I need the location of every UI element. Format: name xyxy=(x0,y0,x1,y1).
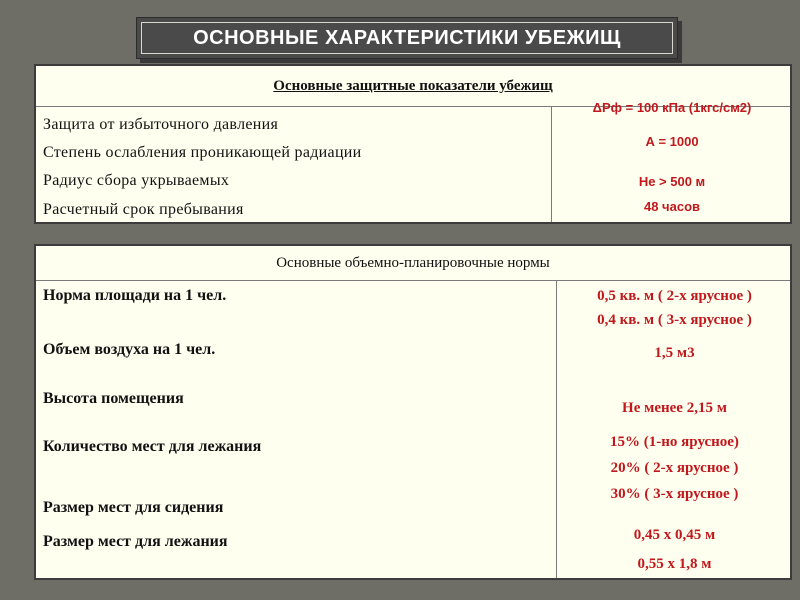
label-air: Объем воздуха на 1 чел. xyxy=(43,341,216,358)
value-beds-1tier: 15% (1-но ярусное) xyxy=(610,434,739,450)
value-beds-3tier: 30% ( 3-х ярусное ) xyxy=(610,486,739,502)
planning-panel xyxy=(34,244,792,580)
value-area-2tier: 0,5 кв. м ( 2-х ярусное ) xyxy=(597,288,752,304)
page-title: ОСНОВНЫЕ ХАРАКТЕРИСТИКИ УБЕЖИЩ xyxy=(141,22,673,54)
protection-panel xyxy=(34,64,792,224)
value-radiation: А = 1000 xyxy=(645,134,699,149)
label-seat-size: Размер мест для сидения xyxy=(43,499,224,516)
planning-header: Основные объемно-планировочные нормы xyxy=(36,246,790,281)
label-stay-time: Расчетный срок пребывания xyxy=(43,201,244,218)
value-beds-2tier: 20% ( 2-х ярусное ) xyxy=(610,460,739,476)
label-height: Высота помещения xyxy=(43,390,184,407)
label-area: Норма площади на 1 чел. xyxy=(43,287,227,304)
label-bed-count: Количество мест для лежания xyxy=(43,438,262,455)
value-air: 1,5 м3 xyxy=(654,345,695,361)
value-stay-time: 48 часов xyxy=(643,199,700,214)
value-bed-size: 0,55 х 1,8 м xyxy=(637,556,712,572)
title-banner xyxy=(136,17,678,59)
value-overpressure: ΔРф = 100 кПа (1кгс/см2) xyxy=(592,100,752,115)
label-overpressure: Защита от избыточного давления xyxy=(43,116,279,133)
value-radius: Не > 500 м xyxy=(638,174,706,189)
protection-header: Основные защитные показатели убежищ xyxy=(36,66,790,107)
label-radius: Радиус сбора укрываемых xyxy=(43,172,230,189)
value-height: Не менее 2,15 м xyxy=(622,400,727,416)
label-bed-size: Размер мест для лежания xyxy=(43,533,228,550)
value-area-3tier: 0,4 кв. м ( 3-х ярусное ) xyxy=(597,312,752,328)
value-seat-size: 0,45 х 0,45 м xyxy=(633,527,716,543)
label-radiation: Степень ослабления проникающей радиации xyxy=(43,144,362,161)
